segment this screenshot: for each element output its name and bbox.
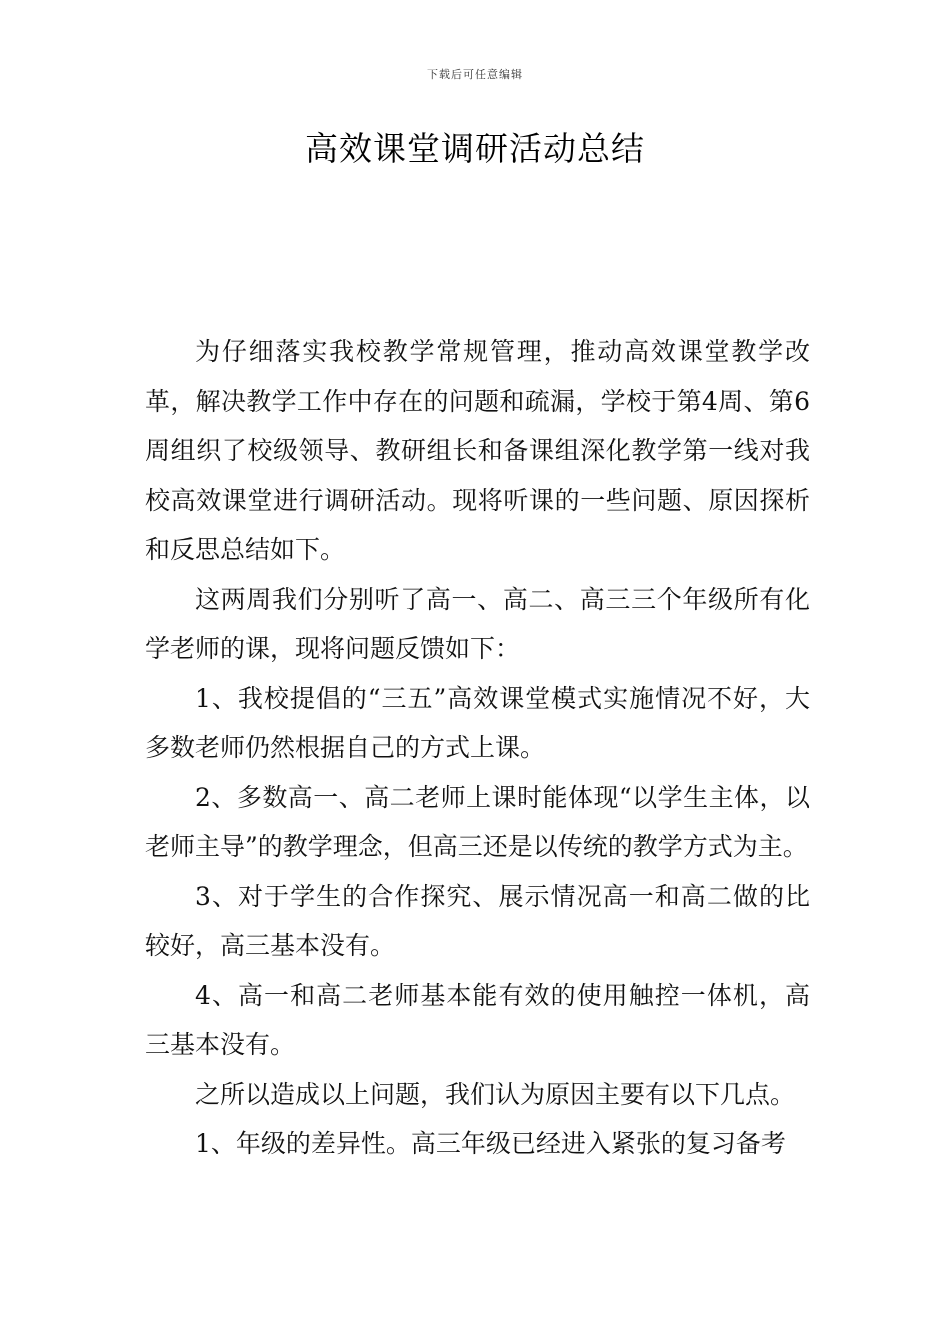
- paragraph-overview: 这两周我们分别听了高一、高二、高三三个年级所有化学老师的课，现将问题反馈如下：: [145, 584, 810, 663]
- paragraph-issue-2: 2、多数高一、高二老师上课时能体现“以学生主体，以老师主导”的教学理念，但高三还是以传统的教学方式为主。: [145, 782, 810, 861]
- paragraph-causes-intro: 之所以造成以上问题，我们认为原因主要有以下几点。: [195, 1079, 796, 1109]
- paragraph-issue-3: 3、对于学生的合作探究、展示情况高一和高二做的比较好，高三基本没有。: [145, 881, 810, 960]
- paragraph-issue-4: 4、高一和高二老师基本能有效的使用触控一体机，高三基本没有。: [145, 980, 810, 1059]
- document-body: [145, 327, 810, 1169]
- paragraph-intro: 为仔细落实我校教学常规管理，推动高效课堂教学改革，解决教学工作中存在的问题和疏漏，学校于第4周、第6周组织了校级领导、教研组长和备课组深化教学第一线对我校高效课堂进行调研活动。现将听课的一些问题、原因探析和反思总结如下。: [145, 337, 810, 564]
- paragraph-issue-1: 1、我校提倡的“三五”高效课堂模式实施情况不好，大多数老师仍然根据自己的方式上课。: [145, 683, 810, 762]
- document-title: 高效课堂调研活动总结: [305, 129, 645, 168]
- paragraph-cause-1: 1、年级的差异性。高三年级已经进入紧张的复习备考: [195, 1129, 786, 1158]
- header-note: 下载后可任意编辑: [427, 68, 523, 81]
